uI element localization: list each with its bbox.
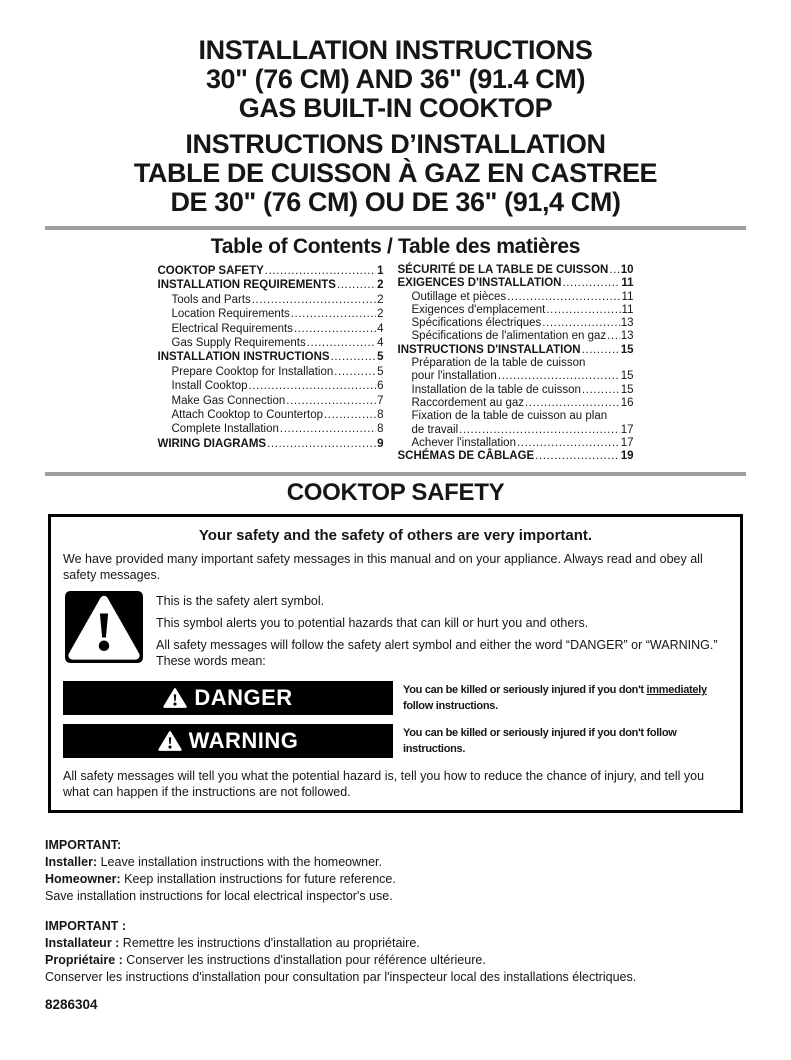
toc-entry [398, 277, 634, 290]
toc-entry [398, 291, 634, 304]
safety-box [48, 514, 743, 813]
important-section-en [45, 837, 746, 905]
toc-page-number: 11 [621, 303, 634, 316]
toc-entry-wrap-line: Fixation de la table de cuisson au plan [411, 410, 608, 423]
toc-leader-dots [562, 277, 620, 290]
toc-entry-label: INSTALLATION INSTRUCTIONS [157, 351, 330, 364]
toc-entry [158, 336, 384, 350]
toc-leader-dots [307, 336, 376, 350]
toc-entry [398, 450, 634, 463]
toc-entry-label: Tools and Parts [171, 293, 251, 306]
title-line: 30" (76 CM) AND 36" (91.4 CM) [205, 64, 586, 94]
danger-description [403, 681, 728, 714]
alert-line-3: All safety messages will follow the safety alert symbol and either the word “DANGER” or “WARNING.” These words mean: [156, 638, 718, 669]
section-heading-cooktop-safety: COOKTOP SAFETY [286, 479, 505, 507]
toc-leader-dots [459, 424, 620, 437]
toc-entry-label: Attach Cooktop to Countertop [171, 409, 324, 422]
title-line: INSTALLATION INSTRUCTIONS [198, 35, 593, 65]
safety-alert-text [156, 591, 728, 675]
toc-column-right [398, 264, 634, 463]
important-line: Propriétaire : Conserver les instructions d'installation pour référence ultérieure. [45, 953, 486, 968]
toc-entry-label: Achever l'installation [411, 436, 516, 449]
toc-leader-dots [334, 365, 376, 379]
toc-entry [158, 307, 384, 321]
toc-page-number: 10 [620, 264, 634, 276]
warning-description: You can be killed or seriously injured if you don't follow instructions. [403, 727, 677, 755]
title-line: INSTRUCTIONS D’INSTALLATION [185, 129, 606, 159]
toc-page-number: 15 [620, 343, 634, 356]
warning-row [63, 724, 728, 758]
toc-leader-dots [546, 304, 620, 317]
toc-leader-dots [582, 384, 620, 397]
toc-entry [398, 397, 634, 410]
toc-leader-dots [280, 422, 376, 436]
important-line: Conserver les instructions d'installation pour consultation par l'inspecteur local des installations électriques. [45, 970, 637, 985]
toc-entry-label: Electrical Requirements [171, 322, 293, 335]
toc-page-number: 11 [621, 290, 634, 303]
part-number: 8286304 [45, 997, 98, 1013]
toc-page-number: 9 [377, 437, 384, 450]
danger-text-pre: You can be killed or seriously injured if you don't [403, 684, 647, 697]
toc-leader-dots [294, 322, 376, 336]
important-line: Installateur : Remettre les instructions d'installation au propriétaire. [45, 936, 420, 951]
title-line: DE 30" (76 CM) OU DE 36" (91,4 CM) [170, 187, 621, 217]
toc-page-number: 15 [620, 370, 634, 383]
important-line: Homeowner: Keep installation instructions for future reference. [45, 872, 396, 887]
toc-entry-label: Outillage et pièces [411, 290, 507, 303]
danger-text-underlined: immediately [646, 684, 707, 697]
toc-entry-label: INSTALLATION REQUIREMENTS [157, 279, 336, 292]
divider-rule-top [45, 226, 746, 230]
toc-leader-dots [609, 264, 619, 277]
title-line: GAS BUILT-IN COOKTOP [238, 93, 553, 123]
toc-entry [158, 394, 384, 408]
toc-page-number: 5 [377, 365, 384, 378]
warning-triangle-icon [158, 730, 182, 752]
toc-entry-wrap-line: Préparation de la table de cuisson [411, 357, 586, 370]
toc-page-number: 6 [377, 380, 384, 393]
toc-page-number: 2 [377, 293, 384, 306]
toc-page-number: 2 [377, 279, 384, 292]
toc-entry [158, 379, 384, 393]
toc-leader-dots [265, 264, 376, 278]
toc-entry-label: Install Cooktop [171, 380, 248, 393]
toc-page-number: 7 [377, 394, 384, 407]
toc-entry-label: pour l'installation [411, 370, 497, 383]
warning-label: WARNING [188, 728, 299, 754]
toc-entry [158, 422, 384, 436]
danger-row [63, 681, 728, 715]
toc-page-number: 8 [377, 409, 384, 422]
toc-leader-dots [286, 394, 376, 408]
toc-page-number: 17 [620, 423, 634, 436]
title-fr [45, 130, 746, 217]
toc-page-number: 13 [620, 317, 634, 330]
toc-page-number: 19 [620, 450, 634, 463]
toc-page-number: 5 [377, 351, 384, 364]
toc-entry [158, 350, 384, 364]
toc-entry-label: Gas Supply Requirements [171, 337, 306, 350]
toc-leader-dots [607, 330, 620, 343]
alert-line-1: This is the safety alert symbol. [156, 594, 325, 609]
divider-rule-middle [45, 472, 746, 476]
toc-entry-label: EXIGENCES D'INSTALLATION [397, 277, 562, 290]
toc-entry [398, 344, 634, 357]
safety-box-title: Your safety and the safety of others are very important. [198, 527, 593, 545]
important-lines-en [45, 854, 746, 905]
danger-label: DANGER [194, 685, 293, 711]
toc-entry [398, 370, 634, 383]
table-of-contents [45, 264, 746, 463]
toc-entry [398, 424, 634, 437]
important-lines-fr [45, 935, 746, 986]
toc-entry [158, 264, 384, 278]
toc-entry-label: Spécifications électriques [411, 317, 542, 330]
toc-entry [398, 304, 634, 317]
toc-entry-label: Complete Installation [171, 423, 279, 436]
toc-entry-label: INSTRUCTIONS D'INSTALLATION [397, 343, 581, 356]
toc-entry [158, 322, 384, 336]
toc-leader-dots [252, 293, 376, 307]
danger-text-post: follow instructions. [403, 699, 498, 712]
toc-page-number: 8 [377, 423, 384, 436]
toc-leader-dots [291, 307, 376, 321]
toc-entry-label: Raccordement au gaz [411, 396, 525, 409]
toc-entry-label: Location Requirements [171, 308, 290, 321]
toc-entry-label: SCHÉMAS DE CÂBLAGE [397, 450, 535, 463]
toc-leader-dots [535, 450, 619, 463]
toc-entry [158, 293, 384, 307]
toc-entry-label: Prepare Cooktop for Installation [171, 365, 334, 378]
toc-entry [398, 384, 634, 397]
important-section-fr [45, 918, 746, 986]
toc-leader-dots [582, 344, 620, 357]
toc-page-number: 4 [377, 322, 384, 335]
toc-page-number: 15 [620, 383, 634, 396]
toc-entry-label: de travail [411, 423, 459, 436]
safety-box-intro: We have provided many important safety messages in this manual and on your appliance. Always read and obey all safety messages. [63, 552, 703, 583]
toc-leader-dots [267, 437, 376, 451]
safety-alert-row [63, 591, 728, 675]
toc-entry [398, 264, 634, 277]
important-heading-en: IMPORTANT: [45, 838, 122, 853]
toc-leader-dots [324, 408, 376, 422]
important-heading-fr: IMPORTANT : [45, 919, 127, 934]
toc-entry [398, 317, 634, 330]
toc-page-number: 11 [621, 277, 634, 290]
toc-entry-label: Installation de la table de cuisson [411, 383, 581, 396]
toc-page-number: 4 [377, 337, 384, 350]
important-line: Save installation instructions for local electrical inspector's use. [45, 889, 393, 904]
title-en [45, 36, 746, 123]
toc-entry [398, 437, 634, 450]
toc-leader-dots [337, 278, 376, 292]
toc-page-number: 13 [620, 330, 634, 343]
toc-leader-dots [542, 317, 619, 330]
toc-leader-dots [249, 379, 377, 393]
toc-entry-label: COOKTOP SAFETY [157, 265, 264, 277]
danger-bar [63, 681, 393, 715]
warning-bar [63, 724, 393, 758]
safety-box-outro: All safety messages will tell you what the potential hazard is, tell you how to reduce the chance of injury, and tell you what can happen if the instructions are not followed. [63, 769, 705, 800]
toc-page-number: 2 [377, 308, 384, 321]
toc-leader-dots [331, 350, 377, 364]
toc-entry [158, 365, 384, 379]
toc-entry [158, 278, 384, 292]
toc-column-left [158, 264, 384, 463]
toc-page-number: 16 [620, 396, 634, 409]
alert-line-2: This symbol alerts you to potential hazards that can kill or hurt you and others. [156, 616, 589, 631]
title-line: TABLE DE CUISSON À GAZ EN CASTREE [133, 158, 658, 188]
important-line: Installer: Leave installation instructions with the homeowner. [45, 855, 382, 870]
page [0, 36, 791, 1012]
toc-leader-dots [507, 291, 620, 304]
toc-entry-label: Spécifications de l'alimentation en gaz [411, 330, 607, 343]
toc-leader-dots [498, 370, 620, 383]
toc-entry [158, 437, 384, 451]
toc-leader-dots [525, 397, 620, 410]
toc-entry [158, 408, 384, 422]
toc-heading: Table of Contents / Table des matières [210, 235, 581, 258]
safety-alert-icon [65, 591, 143, 663]
toc-entry-label: SÉCURITÉ DE LA TABLE DE CUISSON [397, 264, 609, 276]
toc-entry-label: WIRING DIAGRAMS [157, 437, 267, 450]
toc-entry-label: Exigences d'emplacement [411, 303, 546, 316]
toc-page-number: 1 [377, 265, 384, 277]
warning-triangle-icon [163, 687, 187, 709]
toc-entry [398, 330, 634, 343]
toc-entry-label: Make Gas Connection [171, 394, 286, 407]
toc-leader-dots [517, 437, 620, 450]
toc-page-number: 17 [620, 436, 634, 449]
document-title [45, 36, 746, 217]
